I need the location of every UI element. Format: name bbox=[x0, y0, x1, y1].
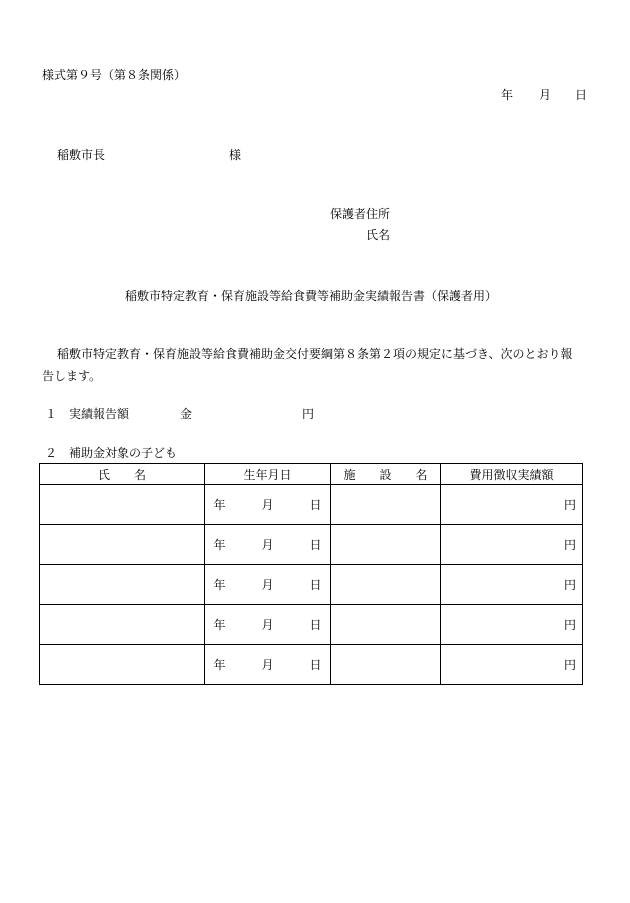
table-header-row bbox=[40, 464, 583, 485]
honorific-label: 様 bbox=[229, 148, 242, 162]
guardian-address-label: 保護者住所 bbox=[330, 207, 391, 221]
birth-year-label: 年 bbox=[213, 578, 226, 592]
fee-yen-label: 円 bbox=[563, 538, 576, 552]
birthdate-cell[interactable] bbox=[205, 645, 331, 685]
fee-yen-label: 円 bbox=[563, 498, 576, 512]
fee-yen-label: 円 bbox=[563, 658, 576, 672]
header-name: 氏 名 bbox=[40, 464, 205, 485]
form-number: 様式第９号（第８条関係） bbox=[42, 68, 187, 82]
birth-day-label: 日 bbox=[309, 658, 322, 672]
children-table bbox=[39, 463, 583, 685]
birth-month-label: 月 bbox=[261, 618, 274, 632]
child-name-cell[interactable] bbox=[40, 565, 205, 605]
facility-cell[interactable] bbox=[331, 525, 441, 565]
section-1-number: １ bbox=[45, 407, 58, 421]
header-birthdate: 生年月日 bbox=[205, 464, 331, 485]
table-row bbox=[40, 605, 583, 645]
birth-day-label: 日 bbox=[309, 618, 322, 632]
yen-unit: 円 bbox=[302, 407, 315, 421]
table-row bbox=[40, 485, 583, 525]
birth-year-label: 年 bbox=[213, 658, 226, 672]
birth-year-label: 年 bbox=[213, 498, 226, 512]
fee-cell[interactable] bbox=[441, 645, 583, 685]
body-line-2: 告します。 bbox=[42, 369, 102, 383]
section-1-label: 実績報告額 bbox=[69, 407, 130, 421]
facility-cell[interactable] bbox=[331, 645, 441, 685]
birthdate-cell[interactable] bbox=[205, 605, 331, 645]
birthdate-cell[interactable] bbox=[205, 485, 331, 525]
document-title: 稲敷市特定教育・保育施設等給食費等補助金実績報告書（保護者用） bbox=[125, 289, 498, 303]
date-year-label: 年 bbox=[501, 88, 514, 102]
facility-cell[interactable] bbox=[331, 485, 441, 525]
birth-month-label: 月 bbox=[261, 498, 274, 512]
header-facility: 施 設 名 bbox=[331, 464, 441, 485]
birth-day-label: 日 bbox=[309, 498, 322, 512]
body-line-1: 稲敷市特定教育・保育施設等給食費補助金交付要綱第８条第２項の規定に基づき、次のとおり報 bbox=[57, 347, 573, 361]
birthdate-cell[interactable] bbox=[205, 565, 331, 605]
birth-day-label: 日 bbox=[309, 578, 322, 592]
birth-year-label: 年 bbox=[213, 618, 226, 632]
guardian-name-label: 氏名 bbox=[366, 228, 391, 242]
child-name-cell[interactable] bbox=[40, 525, 205, 565]
table-row bbox=[40, 645, 583, 685]
table-row bbox=[40, 525, 583, 565]
fee-yen-label: 円 bbox=[563, 578, 576, 592]
date-month-label: 月 bbox=[539, 88, 552, 102]
fee-yen-label: 円 bbox=[563, 618, 576, 632]
section-2-label: 補助金対象の子ども bbox=[69, 446, 178, 460]
section-2-number: ２ bbox=[45, 446, 58, 460]
currency-prefix: 金 bbox=[180, 407, 193, 421]
child-name-cell[interactable] bbox=[40, 605, 205, 645]
header-fee: 費用徴収実績額 bbox=[441, 464, 583, 485]
birth-day-label: 日 bbox=[309, 538, 322, 552]
fee-cell[interactable] bbox=[441, 525, 583, 565]
birthdate-cell[interactable] bbox=[205, 525, 331, 565]
fee-cell[interactable] bbox=[441, 485, 583, 525]
mayor-label: 稲敷市長 bbox=[57, 148, 106, 162]
fee-cell[interactable] bbox=[441, 605, 583, 645]
child-name-cell[interactable] bbox=[40, 645, 205, 685]
facility-cell[interactable] bbox=[331, 565, 441, 605]
date-day-label: 日 bbox=[575, 88, 588, 102]
fee-cell[interactable] bbox=[441, 565, 583, 605]
birth-month-label: 月 bbox=[261, 578, 274, 592]
table-row bbox=[40, 565, 583, 605]
birth-year-label: 年 bbox=[213, 538, 226, 552]
birth-month-label: 月 bbox=[261, 538, 274, 552]
birth-month-label: 月 bbox=[261, 658, 274, 672]
facility-cell[interactable] bbox=[331, 605, 441, 645]
child-name-cell[interactable] bbox=[40, 485, 205, 525]
